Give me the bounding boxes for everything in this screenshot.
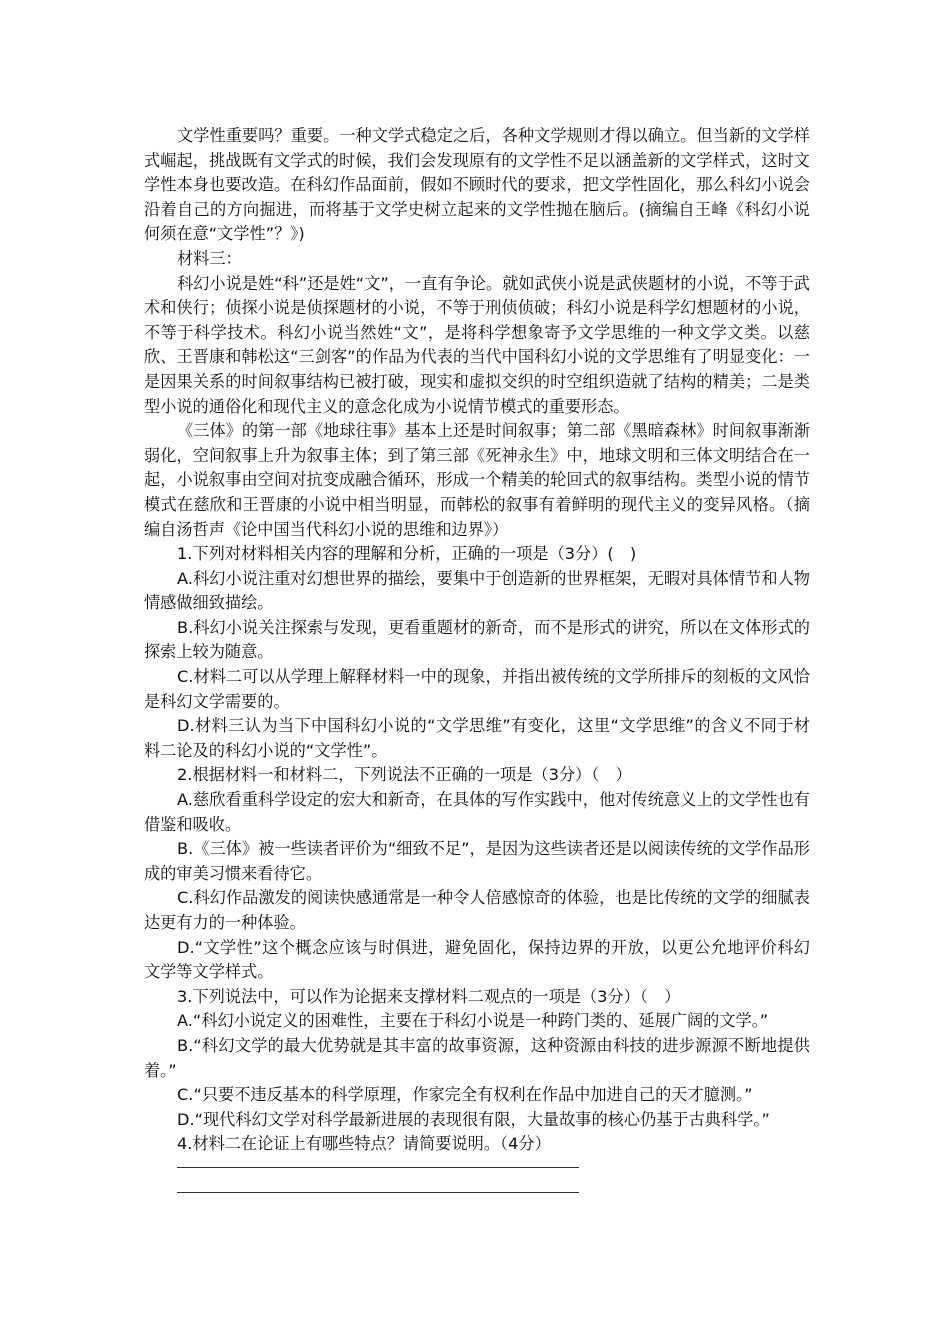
question-1-option-d: D.材料三认为当下中国科幻小说的“文学思维”有变化，这里“文学思维”的含义不同于材料二论及的科幻小说的“文学性”。 [144,716,810,760]
question-1-option-c: C.材料二可以从学理上解释材料一中的现象，并指出被传统的文学所排斥的刻板的文风恰是科幻文学需要的。 [144,667,810,711]
question-1-option-a: A.科幻小说注重对幻想世界的描绘，要集中于创造新的世界框架，无暇对具体情节和人物情感做细致描绘。 [144,568,810,613]
question-2-option-b: B.《三体》被一些读者评价为“细致不足”，是因为这些读者还是以阅读传统的文学作品形成的审美习惯来看待它。 [144,839,810,883]
paragraph-material3-part2: 《三体》的第一部《地球往事》基本上还是时间叙事；第二部《黑暗森林》时间叙事渐渐弱化，空间叙事上升为叙事主体；到了第三部《死神永生》中，地球文明和三体文明结合在一起，小说叙事由空间对抗变成融合循环，形成一个精美的轮回式的叙事结构。类型小说的情节模式在慈欣和王晋康的小说中相当明显，而韩松的叙事有着鲜明的现代主义的变异风格。（摘编自汤哲声《论中国当代科幻小说的思维和边界》） [144,421,810,539]
question-2-option-a: A.慈欣看重科学设定的宏大和新奇，在具体的写作实践中，他对传统意义上的文学性也有借鉴和吸收。 [144,790,810,834]
question-3-stem: 3.下列说法中，可以作为论据来支撑材料二观点的一项是（3分）（ ） [177,986,681,1006]
question-1-option-b: B.科幻小说关注探索与发现，更看重题材的新奇，而不是形式的讲究，所以在文体形式的探索上较为随意。 [144,617,810,662]
heading-material3: 材料三： [177,248,242,268]
paragraph-material3-part1: 科幻小说是姓“科”还是姓“文”，一直有争论。就如武侠小说是武侠题材的小说，不等于武术和侠行；侦探小说是侦探题材的小说，不等于刑侦侦破；科幻小说是科学幻想题材的小说，不等于科学技术。科幻小说当然姓“文”，是将科学想象寄予文学思维的一种文学文类。以慈欣、王晋康和韩松这“三剑客”的作品为代表的当代中国科幻小说的文学思维有了明显变化：一是因果关系的时间叙事结构已被打破，现实和虚拟交织的时空组织造就了结构的精美；二是类型小说的通俗化和现代主义的意念化成为小说情节模式的重要形态。 [144,273,810,416]
question-4-stem: 4.材料二在论证上有哪些特点？请简要说明。（4分） [177,1134,551,1154]
question-3-option-a: A.“科幻小说定义的困难性，主要在于科幻小说是一种跨门类的、延展广阔的文学。” [177,1011,769,1031]
paragraph-material2-conclusion: 文学性重要吗？重要。一种文学式稳定之后，各种文学规则才得以确立。但当新的文学样式崛起，挑战既有文学式的时候，我们会发现原有的文学性不足以涵盖新的文学样式，这时文学性本身也要改造。在科幻作品面前，假如不顾时代的要求，把文学性固化，那么科幻小说会沿着自己的方向掘进，而将基于文学史树立起来的文学性抛在脑后。(摘编自王峰《科幻小说何须在意“文学性”？》) [144,126,810,244]
question-3-option-d: D.“现代科幻文学对科学最新进展的表现很有限，大量故事的核心仍基于古典科学。” [177,1109,770,1129]
question-1-stem: 1.下列对材料相关内容的理解和分析，正确的一项是（3分）( ) [177,544,637,564]
question-3-option-b: B.“科幻文学的最大优势就是其丰富的故事资源，这种资源由科技的进步源源不断地提供着。” [144,1035,810,1080]
question-3-option-c: C.“只要不违反基本的科学原理，作家完全有权利在作品中加进自己的天才臆测。” [177,1085,753,1105]
question-2-option-c: C.科幻作品激发的阅读快感通常是一种令人倍感惊奇的体验，也是比传统的文学的细腻表达更有力的一种体验。 [144,888,810,932]
question-2-stem: 2.根据材料一和材料二，下列说法不正确的一项是（3分）（ ） [177,765,632,785]
answer-line [177,1192,579,1193]
answer-area[interactable] [177,1167,579,1193]
document-page [144,124,810,1193]
question-2-option-d: D.“文学性”这个概念应该与时俱进，避免固化，保持边界的开放，以更公允地评价科幻文学等文学样式。 [144,937,810,982]
answer-line [177,1167,579,1168]
